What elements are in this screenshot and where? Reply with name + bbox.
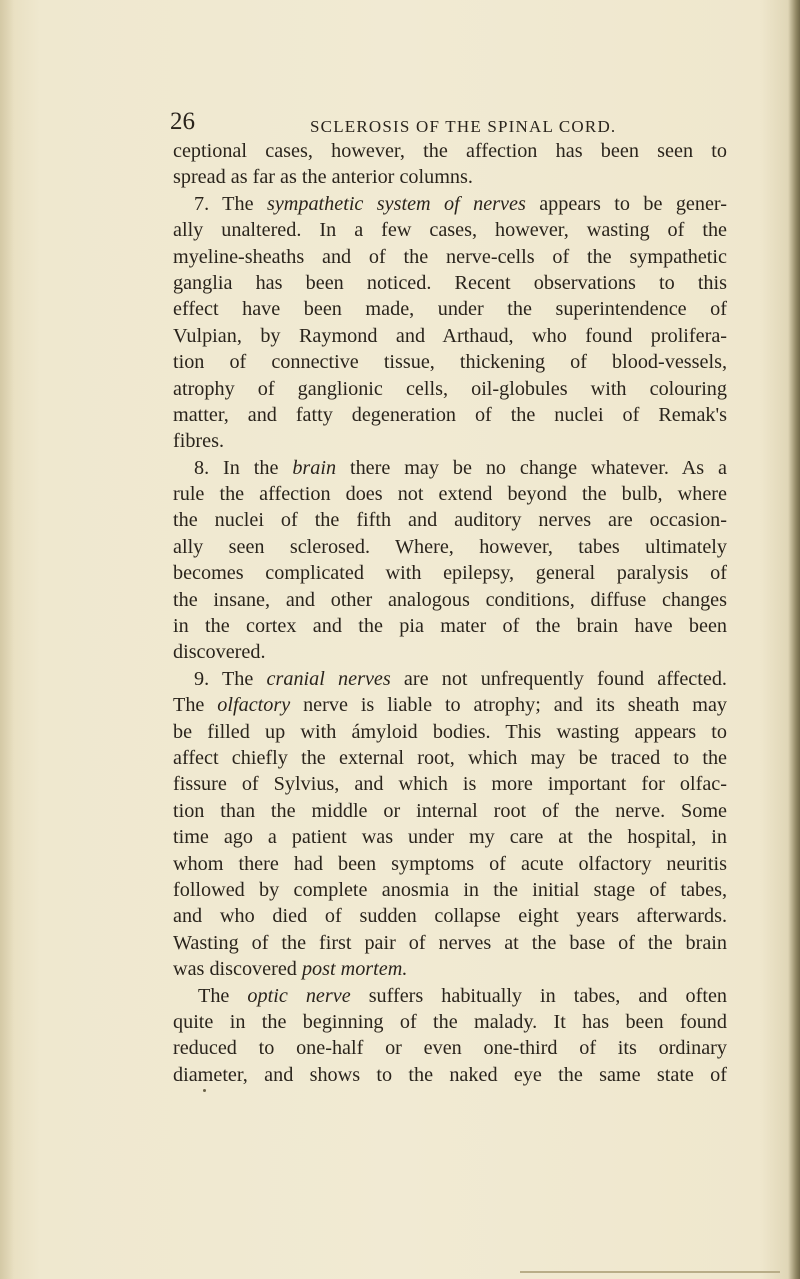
text-line: be filled up with ámyloid bodies. This wasting appears to bbox=[173, 720, 727, 743]
text-line: diameter, and shows to the naked eye the same state of bbox=[173, 1063, 727, 1086]
text-line: becomes complicated with epilepsy, general paralysis of bbox=[173, 562, 727, 585]
running-title: SCLEROSIS OF THE SPINAL CORD. bbox=[310, 117, 617, 136]
text-line: followed by complete anosmia in the initial stage of tabes, bbox=[173, 878, 727, 901]
text-line: spread as far as the anterior columns. bbox=[173, 166, 473, 189]
section-7-heading-line: 7. The sympathetic system of nerves appears to be gener- bbox=[194, 192, 727, 215]
text-line: ally unaltered. In a few cases, however, wasting of the bbox=[173, 219, 727, 242]
page-right-edge bbox=[788, 0, 800, 1279]
text-line: ganglia has been noticed. Recent observations to this bbox=[173, 271, 727, 294]
term-post-mortem: post mortem. bbox=[301, 958, 408, 981]
text-line: whom there had been symptoms of acute olfactory neuritis bbox=[173, 852, 727, 875]
text-line: discovered. bbox=[173, 641, 266, 664]
term-optic-nerve: optic nerve bbox=[247, 984, 351, 1007]
text-line: in the cortex and the pia mater of the brain have been bbox=[173, 615, 727, 638]
text-line: the nuclei of the fifth and auditory nerves are occasion- bbox=[173, 509, 727, 532]
page-bottom-shadow bbox=[520, 1271, 780, 1273]
text-line: was discovered post mortem. bbox=[173, 958, 408, 981]
text-line: tion than the middle or internal root of the nerve. Some bbox=[173, 799, 727, 822]
text-line: myeline-sheaths and of the nerve-cells of the sympathetic bbox=[173, 245, 727, 268]
term-olfactory: olfactory bbox=[217, 694, 291, 717]
text-line: ceptional cases, however, the affection has been seen to bbox=[173, 140, 727, 162]
text-line: fibres. bbox=[173, 430, 225, 453]
term-cranial-nerves: cranial nerves bbox=[266, 667, 391, 690]
text-line: tion of connective tissue, thickening of blood-vessels, bbox=[173, 351, 727, 374]
text-line: rule the affection does not extend beyond the bulb, where bbox=[173, 483, 727, 506]
body-text bbox=[173, 138, 727, 1088]
text-line: affect chiefly the external root, which may be traced to the bbox=[173, 746, 727, 769]
text-line: Vulpian, by Raymond and Arthaud, who found prolifera- bbox=[173, 324, 727, 347]
ink-speck bbox=[203, 1089, 206, 1092]
term-sympathetic-system: sympathetic system of nerves bbox=[266, 192, 526, 215]
text-line: effect have been made, under the superintendence of bbox=[173, 298, 727, 321]
page-number: 26 bbox=[170, 108, 195, 135]
section-9-heading-line: 9. The cranial nerves are not unfrequently found affected. bbox=[194, 667, 727, 690]
optic-nerve-paragraph-line: The optic nerve suffers habitually in tabes, and often bbox=[198, 984, 727, 1007]
term-brain: brain bbox=[292, 456, 337, 479]
text-line: and who died of sudden collapse eight years afterwards. bbox=[173, 905, 727, 928]
text-line: The olfactory nerve is liable to atrophy; and its sheath may bbox=[173, 694, 727, 717]
text-line: atrophy of ganglionic cells, oil-globules with colouring bbox=[173, 377, 727, 400]
section-8-heading-line: 8. In the brain there may be no change whatever. As a bbox=[194, 456, 727, 479]
text-line: ally seen sclerosed. Where, however, tabes ultimately bbox=[173, 535, 727, 558]
text-line: time ago a patient was under my care at the hospital, in bbox=[173, 826, 727, 849]
text-line: Wasting of the first pair of nerves at the base of the brain bbox=[173, 931, 727, 954]
text-line: quite in the beginning of the malady. It has been found bbox=[173, 1010, 727, 1033]
text-line: matter, and fatty degeneration of the nuclei of Remak's bbox=[173, 403, 727, 426]
text-line: reduced to one-half or even one-third of its ordinary bbox=[173, 1037, 727, 1060]
page-left-edge bbox=[0, 0, 14, 1279]
text-line: fissure of Sylvius, and which is more important for olfac- bbox=[173, 773, 727, 796]
text-line: the insane, and other analogous conditions, diffuse changes bbox=[173, 588, 727, 611]
